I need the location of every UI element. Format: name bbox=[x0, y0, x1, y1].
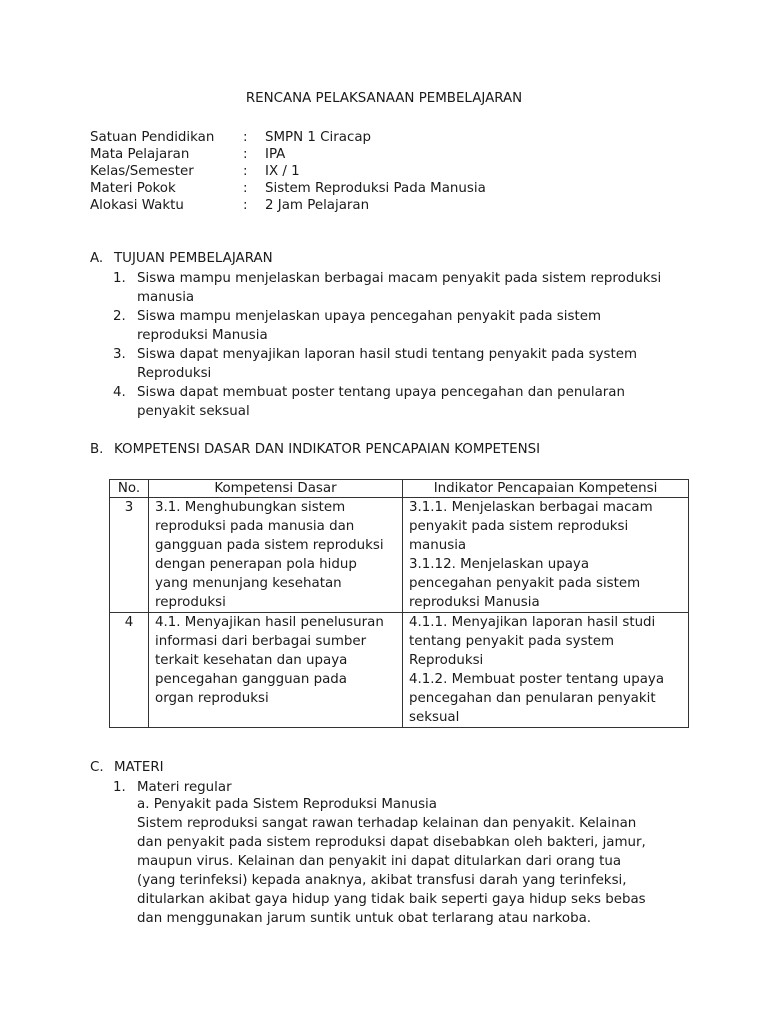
cell-line: Reproduksi bbox=[409, 653, 484, 668]
info-label: Satuan Pendidikan bbox=[90, 130, 215, 145]
info-separator: : bbox=[243, 147, 248, 162]
cell-line: informasi dari berbagai sumber bbox=[155, 634, 367, 649]
cell-line: 4.1.2. Membuat poster tentang upaya bbox=[409, 672, 665, 687]
info-label: Mata Pelajaran bbox=[90, 147, 190, 162]
paragraph-line: ditularkan akibat gaya hidup yang tidak baik seperti gaya hidup seks bebas bbox=[137, 892, 646, 907]
cell-line: 3.1.12. Menjelaskan upaya bbox=[409, 557, 590, 572]
cell-line: reproduksi bbox=[155, 595, 226, 610]
cell-line: manusia bbox=[409, 538, 467, 553]
cell-line: gangguan pada sistem reproduksi bbox=[155, 538, 384, 553]
section-heading-tujuan bbox=[90, 251, 273, 266]
cell-line: 3.1.1. Menjelaskan berbagai macam bbox=[409, 500, 653, 515]
info-value: 2 Jam Pelajaran bbox=[265, 198, 370, 213]
list-text-line: reproduksi Manusia bbox=[137, 328, 268, 343]
info-separator: : bbox=[243, 164, 248, 179]
list-number: 2. bbox=[113, 309, 126, 324]
section-heading-text: TUJUAN PEMBELAJARAN bbox=[114, 251, 273, 266]
list-text-line: penyakit seksual bbox=[137, 404, 250, 419]
cell-no: 4 bbox=[110, 613, 149, 728]
info-label: Materi Pokok bbox=[90, 181, 176, 196]
list-number: 1. bbox=[113, 271, 126, 286]
cell-line: 4.1.1. Menyajikan laporan hasil studi bbox=[409, 615, 656, 630]
cell-line: penyakit pada sistem reproduksi bbox=[409, 519, 629, 534]
table-header-row bbox=[110, 480, 689, 498]
info-value: IPA bbox=[265, 147, 286, 162]
cell-line: reproduksi pada manusia dan bbox=[155, 519, 355, 534]
info-value: IX / 1 bbox=[265, 164, 300, 179]
cell-ipk bbox=[403, 613, 689, 728]
paragraph-line: (yang terinfeksi) kepada anaknya, akibat transfusi darah yang terinfeksi, bbox=[137, 873, 627, 888]
info-label: Alokasi Waktu bbox=[90, 198, 184, 213]
cell-kd bbox=[149, 613, 403, 728]
cell-line: yang menunjang kesehatan bbox=[155, 576, 342, 591]
cell-line: tentang penyakit pada system bbox=[409, 634, 615, 649]
list-number: 1. bbox=[113, 780, 126, 795]
document-title: RENCANA PELAKSANAAN PEMBELAJARAN bbox=[245, 91, 523, 106]
list-number: 3. bbox=[113, 347, 126, 362]
list-text-line: Materi regular bbox=[137, 780, 232, 795]
cell-line: reproduksi Manusia bbox=[409, 595, 540, 610]
cell-line: dengan penerapan pola hidup bbox=[155, 557, 357, 572]
cell-no: 3 bbox=[110, 498, 149, 613]
list-text-line: Reproduksi bbox=[137, 366, 212, 381]
list-text-line: Siswa mampu menjelaskan upaya pencegahan penyakit pada sistem bbox=[137, 309, 602, 324]
list-text-line: Siswa dapat membuat poster tentang upaya pencegahan dan penularan bbox=[137, 385, 625, 400]
section-letter: C. bbox=[90, 760, 104, 775]
section-heading-kompetensi bbox=[90, 442, 540, 457]
column-header-ipk: Indikator Pencapaian Kompetensi bbox=[403, 480, 689, 498]
list-text-line: Siswa dapat menyajikan laporan hasil studi tentang penyakit pada system bbox=[137, 347, 638, 362]
paragraph-line: dan penyakit pada sistem reproduksi dapat disebabkan oleh bakteri, jamur, bbox=[137, 835, 646, 850]
competency-table bbox=[109, 479, 689, 728]
cell-line: 4.1. Menyajikan hasil penelusuran bbox=[155, 615, 384, 630]
section-heading-materi bbox=[90, 760, 164, 775]
subheading: a. Penyakit pada Sistem Reproduksi Manusia bbox=[137, 797, 437, 812]
cell-line: terkait kesehatan dan upaya bbox=[155, 653, 348, 668]
cell-line: pencegahan dan penularan penyakit bbox=[409, 691, 656, 706]
table-row bbox=[110, 613, 689, 728]
cell-line: pencegahan gangguan pada bbox=[155, 672, 348, 687]
list-text-line: manusia bbox=[137, 290, 195, 305]
info-separator: : bbox=[243, 181, 248, 196]
paragraph-line: Sistem reproduksi sangat rawan terhadap kelainan dan penyakit. Kelainan bbox=[137, 816, 637, 831]
info-separator: : bbox=[243, 198, 248, 213]
table-row bbox=[110, 498, 689, 613]
info-label: Kelas/Semester bbox=[90, 164, 194, 179]
section-heading-text: MATERI bbox=[114, 760, 164, 775]
info-value: SMPN 1 Ciracap bbox=[265, 130, 372, 145]
section-heading-text: KOMPETENSI DASAR DAN INDIKATOR PENCAPAIAN KOMPETENSI bbox=[114, 442, 541, 457]
list-text-line: Siswa mampu menjelaskan berbagai macam penyakit pada sistem reproduksi bbox=[137, 271, 662, 286]
info-separator: : bbox=[243, 130, 248, 145]
cell-kd bbox=[149, 498, 403, 613]
cell-line: 3.1. Menghubungkan sistem bbox=[155, 500, 346, 515]
paragraph-line: dan menggunakan jarum suntik untuk obat terlarang atau narkoba. bbox=[137, 911, 592, 926]
list-number: 4. bbox=[113, 385, 126, 400]
cell-line: seksual bbox=[409, 710, 460, 725]
column-header-no: No. bbox=[110, 480, 149, 498]
cell-ipk bbox=[403, 498, 689, 613]
section-letter: A. bbox=[90, 251, 104, 266]
cell-line: pencegahan penyakit pada sistem bbox=[409, 576, 641, 591]
info-value: Sistem Reproduksi Pada Manusia bbox=[265, 181, 486, 196]
cell-line: organ reproduksi bbox=[155, 691, 269, 706]
section-letter: B. bbox=[90, 442, 104, 457]
paragraph-line: maupun virus. Kelainan dan penyakit ini dapat ditularkan dari orang tua bbox=[137, 854, 622, 869]
column-header-kd: Kompetensi Dasar bbox=[149, 480, 403, 498]
